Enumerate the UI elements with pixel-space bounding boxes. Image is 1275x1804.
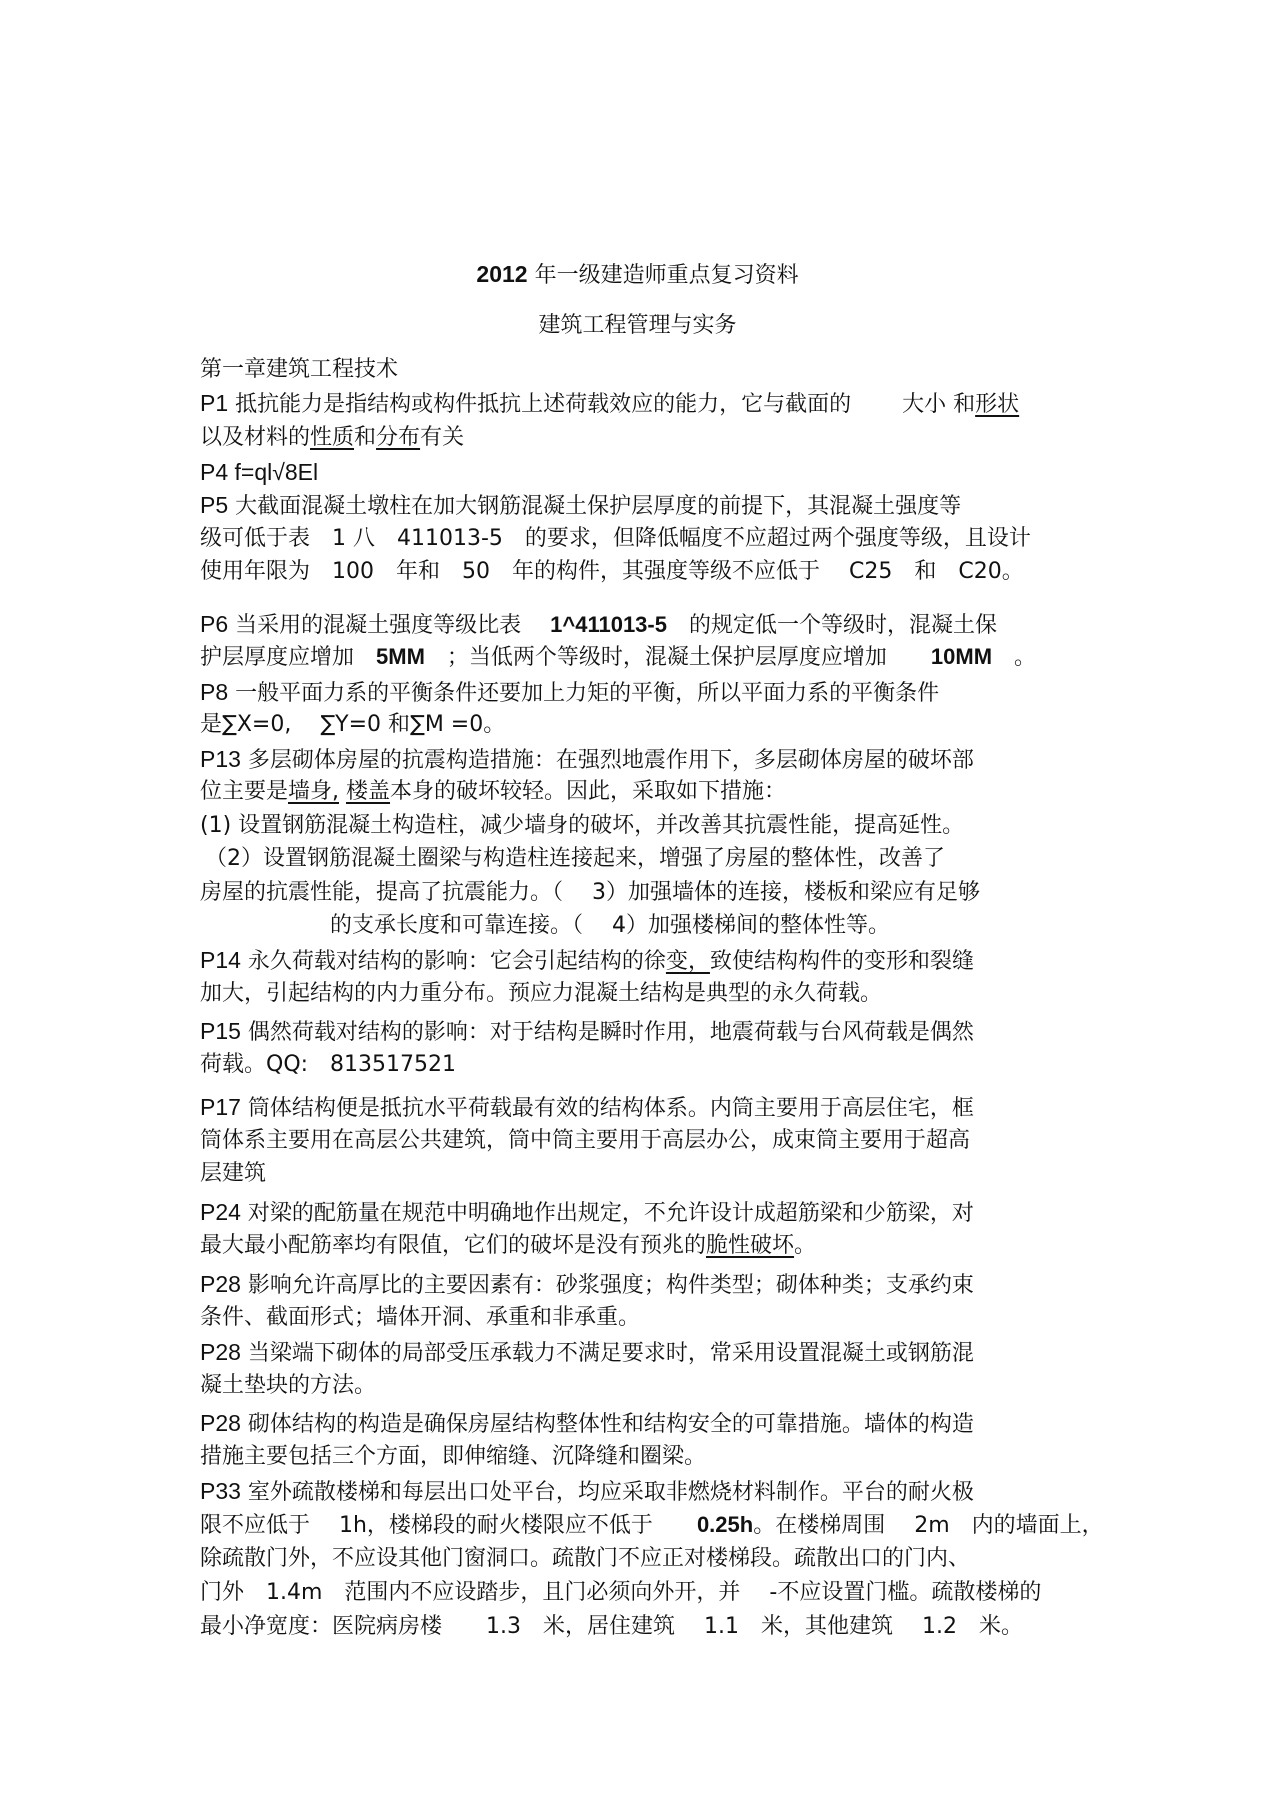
line-text: 最大最小配筋率均有限值，它们的破坏是没有预兆的 <box>200 1233 707 1258</box>
paragraph-line <box>200 1094 974 1122</box>
line-text: 和 <box>354 425 377 450</box>
page-ref: P14 <box>200 947 241 973</box>
paragraph-line: 除疏散门外，不应设其他门窗洞口。疏散门不应正对楼梯段。疏散出口的门内、 <box>200 1546 971 1571</box>
bold-text: 5MM <box>376 644 425 669</box>
line-text: 当采用的混凝土强度等级比表 <box>228 613 551 638</box>
underlined-text: 分布 <box>376 425 421 450</box>
page-ref: P17 <box>200 1094 241 1120</box>
document-title <box>0 258 1275 289</box>
paragraph-line: 层建筑 <box>200 1161 267 1186</box>
paragraph-line: 凝土垫块的方法。 <box>200 1373 377 1398</box>
paragraph-line <box>200 611 997 639</box>
paragraph-line <box>200 1339 974 1367</box>
title-year: 2012 <box>476 261 528 287</box>
line-text: 位主要是 <box>200 779 289 804</box>
line-text: 永久荷载对结构的影响：它会引起结构的徐 <box>240 949 666 974</box>
line-text: 抵抗能力是指结构或构件抵抗上述荷载效应的能力，它与截面的 大小 和 <box>228 392 976 417</box>
underlined-text: 破坏 <box>750 1233 795 1258</box>
paragraph-line <box>200 1271 974 1299</box>
bold-text: 1^411013-5 <box>550 612 667 637</box>
line-text: 本身的破坏较轻。因此，采取如下措施： <box>390 779 787 804</box>
page-ref: P28 <box>200 1410 241 1436</box>
paragraph-line <box>200 679 939 707</box>
paragraph-line <box>200 947 974 975</box>
paragraph-line: 筒体系主要用在高层公共建筑，筒中筒主要用于高层办公，成束筒主要用于超高 <box>200 1128 971 1153</box>
chapter-heading: 第一章建筑工程技术 <box>200 357 399 382</box>
underlined-text: 形状 <box>975 392 1020 417</box>
document-subtitle: 建筑工程管理与实务 <box>538 313 737 338</box>
line-text: 限不应低于 1h，楼梯段的耐火楼限应不低于 <box>200 1513 697 1538</box>
underlined-text: 性质 <box>310 425 355 450</box>
underlined-text: 脆性 <box>706 1233 751 1258</box>
paragraph-line: （2）设置钢筋混凝土圈梁与构造柱连接起来，增强了房屋的整体性，改善了 <box>205 846 945 871</box>
bold-text: 10MM <box>930 644 993 669</box>
line-text: 影响允许高厚比的主要因素有：砂浆强度；构件类型；砌体种类；支承约束 <box>240 1273 974 1298</box>
paragraph-line: 措施主要包括三个方面，即伸缩缝、沉降缝和圈梁。 <box>200 1444 707 1469</box>
page-ref: P28 <box>200 1339 241 1365</box>
paragraph-line <box>200 1233 816 1259</box>
line-text: 。在楼梯周围 2m 内的墙面上， <box>753 1513 1104 1538</box>
page-ref: P15 <box>200 1018 241 1044</box>
line-text: 一般平面力系的平衡条件还要加上力矩的平衡，所以平面力系的平衡条件 <box>228 681 940 706</box>
line-text: 偶然荷载对结构的影响：对于结构是瞬时作用，地震荷载与台风荷载是偶然 <box>240 1020 974 1045</box>
line-text: 砌体结构的构造是确保房屋结构整体性和结构安全的可靠措施。墙体的构造 <box>240 1412 974 1437</box>
paragraph-line <box>200 779 786 805</box>
page-ref: P33 <box>200 1478 241 1504</box>
page-ref: P8 <box>200 679 229 705</box>
line-text: 。 <box>794 1233 817 1258</box>
page-ref: P13 <box>200 746 241 772</box>
underlined-text: 墙身, <box>288 779 340 804</box>
line-text: 筒体结构便是抵抗水平荷载最有效的结构体系。内筒主要用于高层住宅，框 <box>240 1096 974 1121</box>
paragraph-line: 使用年限为 100 年和 50 年的构件，其强度等级不应低于 C25 和 C20。 <box>200 559 1024 584</box>
line-text: 对梁的配筋量在规范中明确地作出规定，不允许设计成超筋梁和少筋梁，对 <box>240 1201 974 1226</box>
paragraph-line: (1) 设置钢筋混凝土构造柱，减少墙身的破坏，并改善其抗震性能，提高延性。 <box>200 813 965 838</box>
paragraph-line <box>200 1018 974 1046</box>
paragraph-line: 加大，引起结构的内力重分布。预应力混凝土结构是典型的永久荷载。 <box>200 981 883 1006</box>
line-text: 。 <box>992 645 1037 670</box>
page-ref: P6 <box>200 611 229 637</box>
line-text: 室外疏散楼梯和每层出口处平台，均应采取非燃烧材料制作。平台的耐火极 <box>240 1480 974 1505</box>
paragraph-line <box>200 425 464 451</box>
underlined-text: 楼盖 <box>346 779 391 804</box>
underlined-text: 变， <box>665 949 710 974</box>
paragraph-line: 最小净宽度：医院病房楼 1.3 米，居住建筑 1.1 米，其他建筑 1.2 米。 <box>200 1614 1023 1639</box>
line-text: 多层砌体房屋的抗震构造措施：在强烈地震作用下，多层砌体房屋的破坏部 <box>240 748 974 773</box>
paragraph-line <box>200 644 1036 671</box>
paragraph-line <box>200 1199 974 1227</box>
line-text: 致使结构构件的变形和裂缝 <box>709 949 974 974</box>
paragraph-line: 是∑X=0, ∑Y=0 和∑M =0。 <box>200 712 506 737</box>
paragraph-line: 条件、截面形式；墙体开洞、承重和非承重。 <box>200 1305 641 1330</box>
paragraph-line <box>200 1410 974 1438</box>
title-text: 年一级建造师重点复习资料 <box>527 263 799 288</box>
paragraph-line <box>200 1512 1104 1539</box>
line-text: 当梁端下砌体的局部受压承载力不满足要求时，常采用设置混凝土或钢筋混 <box>240 1341 974 1366</box>
line-text: 护层厚度应增加 <box>200 645 377 670</box>
paragraph-line <box>200 492 961 520</box>
paragraph-line <box>200 746 974 774</box>
line-text: 以及材料的 <box>200 425 311 450</box>
paragraph-line: 房屋的抗震性能，提高了抗震能力。（ 3）加强墙体的连接，楼板和梁应有足够 <box>200 880 980 905</box>
paragraph-line: 的支承长度和可靠连接。（ 4）加强楼梯间的整体性等。 <box>330 913 890 938</box>
paragraph-line <box>200 1478 974 1506</box>
bold-text: 0.25h <box>696 1512 754 1537</box>
page-ref: P1 <box>200 390 229 416</box>
paragraph-line: 级可低于表 1 八 411013-5 的要求，但降低幅度不应超过两个强度等级，且设计 <box>200 526 1031 551</box>
paragraph-line: P4 f=ql√8El <box>200 459 319 485</box>
paragraph-line: 荷载。QQ: 813517521 <box>200 1052 457 1077</box>
line-text: 大截面混凝土墩柱在加大钢筋混凝土保护层厚度的前提下，其混凝土强度等 <box>228 494 962 519</box>
page-ref: P24 <box>200 1199 241 1225</box>
page-ref: P28 <box>200 1271 241 1297</box>
line-text: 的规定低一个等级时，混凝土保 <box>666 613 997 638</box>
paragraph-line: 门外 1.4m 范围内不应设踏步，且门必须向外开，并 -不应设置门槛。疏散楼梯的 <box>200 1580 1042 1605</box>
line-text <box>339 779 346 804</box>
paragraph-line <box>200 390 1019 418</box>
page-ref: P5 <box>200 492 229 518</box>
line-text: 有关 <box>420 425 465 450</box>
line-text: ；当低两个等级时，混凝土保护层厚度应增加 <box>424 645 931 670</box>
